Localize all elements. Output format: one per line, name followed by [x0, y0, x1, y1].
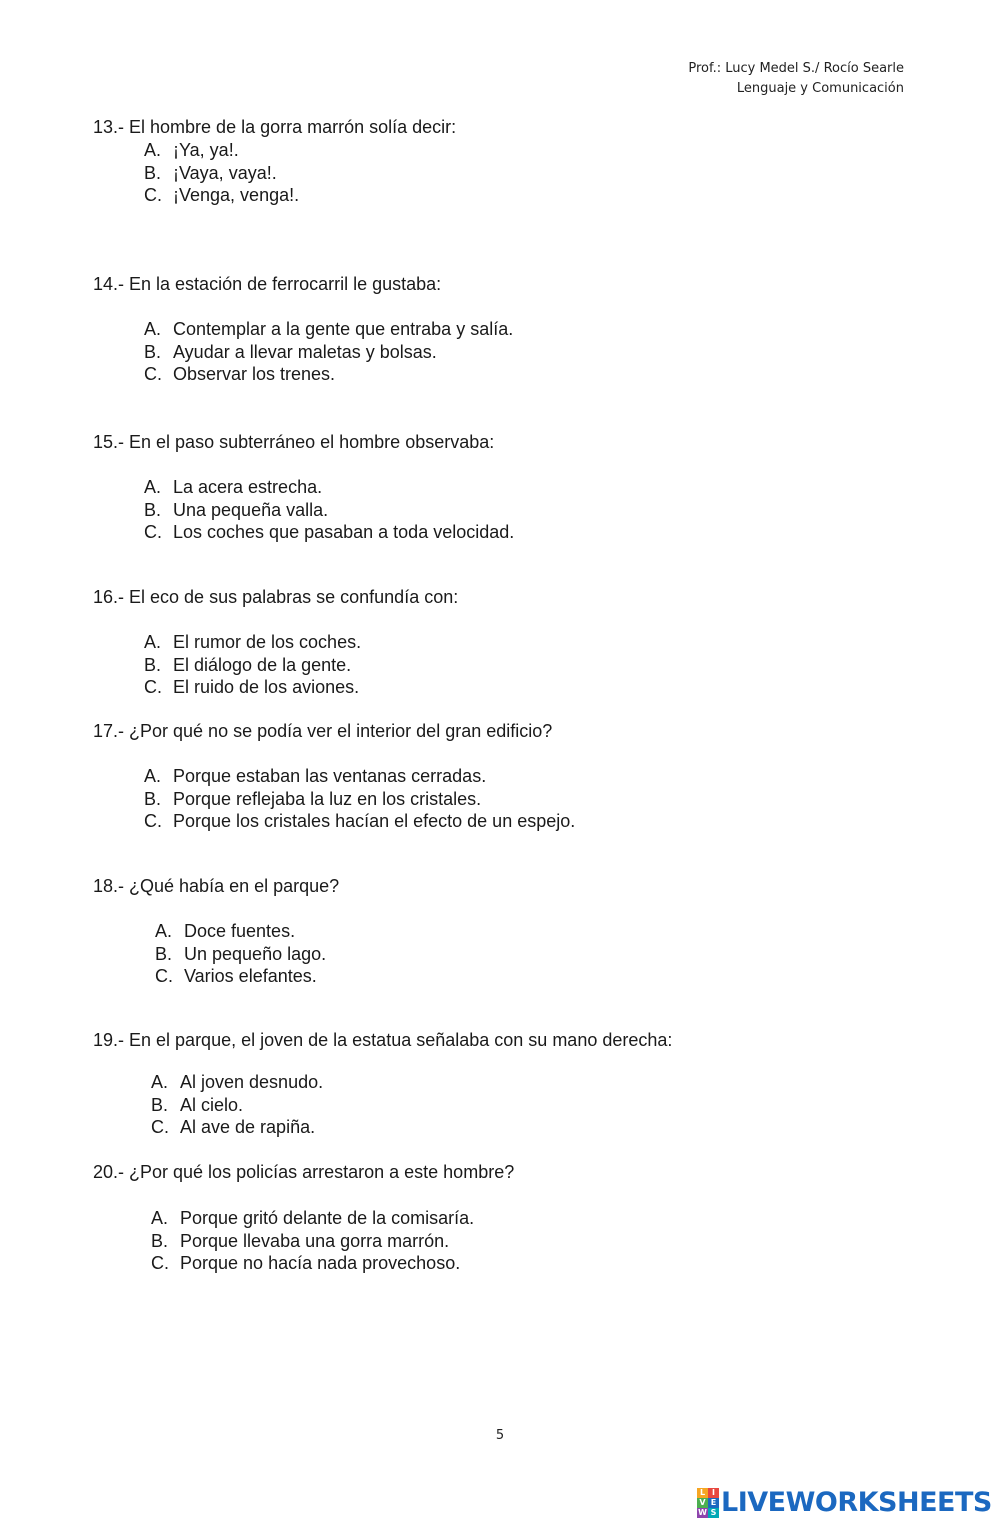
logo-cell: W [698, 1508, 707, 1517]
option-c[interactable]: C. Los coches que pasaban a toda velocidad. [144, 522, 515, 543]
option-a[interactable]: A. Porque estaban las ventanas cerradas. [144, 766, 487, 786]
option-b[interactable]: B. Un pequeño lago. [155, 943, 327, 964]
option-c[interactable]: C. Porque no hacía nada provechoso. [151, 1253, 461, 1274]
liveworksheets-icon [697, 1488, 719, 1518]
option-c[interactable]: C. Al ave de rapiña. [151, 1117, 316, 1138]
option-b[interactable]: B. Porque llevaba una gorra marrón. [151, 1230, 450, 1251]
option-b[interactable]: B. Ayudar a llevar maletas y bolsas. [144, 341, 437, 362]
question-15: 15.- En el paso subterráneo el hombre observaba: [93, 432, 495, 452]
liveworksheets-logo[interactable] [697, 1487, 992, 1518]
option-c[interactable]: C. Porque los cristales hacían el efecto de un espejo. [144, 811, 576, 832]
question-18-options [155, 920, 326, 988]
option-b[interactable]: B. Una pequeña valla. [144, 499, 329, 520]
option-a[interactable]: A. Porque gritó delante de la comisaría. [151, 1208, 475, 1228]
question-14-options [144, 318, 513, 386]
question-18: 18.- ¿Qué había en el parque? [93, 876, 340, 896]
option-b[interactable]: B. Al cielo. [151, 1094, 244, 1115]
option-b[interactable]: B. ¡Vaya, vaya!. [144, 162, 277, 183]
option-c[interactable]: C. El ruido de los aviones. [144, 677, 360, 698]
logo-cell: E [708, 1498, 719, 1508]
question-13: 13.- El hombre de la gorra marrón solía decir: [93, 117, 457, 137]
option-a[interactable]: A. ¡Ya, ya!. [144, 140, 239, 160]
logo-cell: L [697, 1488, 708, 1498]
option-a[interactable]: A. Contemplar a la gente que entraba y salía. [144, 319, 514, 339]
option-b[interactable]: B. El diálogo de la gente. [144, 654, 352, 675]
question-20-options [151, 1207, 474, 1275]
question-19: 19.- En el parque, el joven de la estatua señalaba con su mano derecha: [93, 1030, 673, 1050]
question-16-options [144, 631, 361, 699]
question-13-options [144, 139, 299, 207]
option-a[interactable]: A. El rumor de los coches. [144, 632, 362, 652]
question-14: 14.- En la estación de ferrocarril le gustaba: [93, 274, 442, 294]
option-a[interactable]: A. Al joven desnudo. [151, 1072, 324, 1092]
question-15-options [144, 476, 514, 544]
liveworksheets-wordmark: LIVEWORKSHEETS [721, 1487, 992, 1518]
option-a[interactable]: A. Doce fuentes. [155, 921, 296, 941]
question-19-options [151, 1071, 323, 1139]
question-16: 16.- El eco de sus palabras se confundía con: [93, 587, 459, 607]
option-b[interactable]: B. Porque reflejaba la luz en los cristales. [144, 788, 482, 809]
option-c[interactable]: C. Observar los trenes. [144, 364, 336, 385]
option-c[interactable]: C. ¡Venga, venga!. [144, 185, 300, 206]
question-17-options [144, 765, 575, 833]
question-20: 20.- ¿Por qué los policías arrestaron a este hombre? [93, 1162, 515, 1182]
logo-cell: V [697, 1498, 708, 1508]
logo-cell: S [708, 1508, 719, 1518]
question-17: 17.- ¿Por qué no se podía ver el interior del gran edificio? [93, 721, 553, 741]
subject-name: Lenguaje y Comunicación [736, 81, 904, 96]
option-a[interactable]: A. La acera estrecha. [144, 477, 323, 497]
option-c[interactable]: C. Varios elefantes. [155, 966, 317, 987]
logo-cell: I [708, 1488, 719, 1498]
page-header [688, 59, 904, 99]
page-number: 5 [495, 1428, 505, 1443]
teacher-names: Prof.: Lucy Medel S./ Rocío Searle [688, 61, 904, 76]
